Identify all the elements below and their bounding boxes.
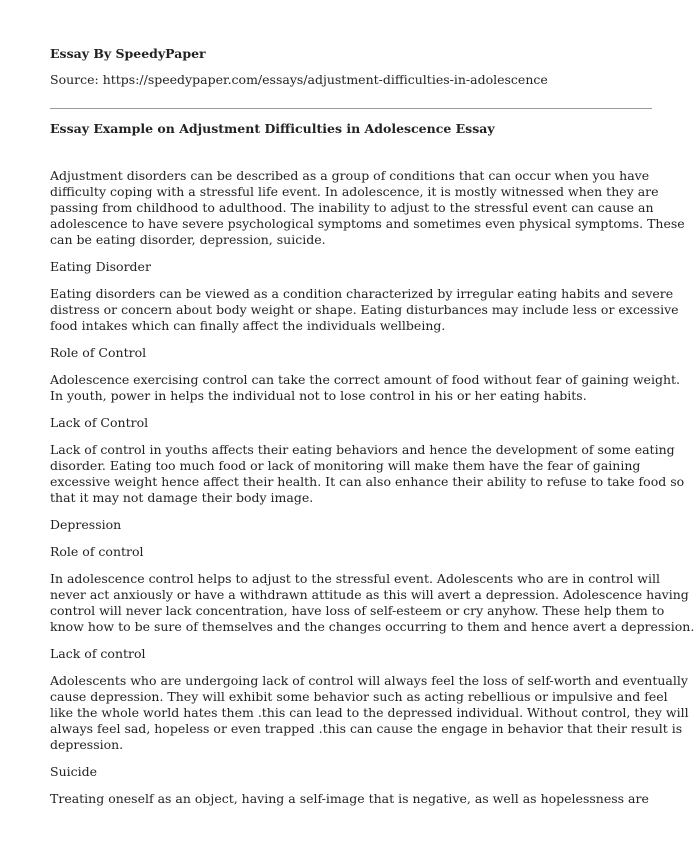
text-line: Lack of control in youths affects their eating behaviors and hence the development of some eating: [50, 442, 675, 457]
section-heading: [50, 259, 662, 275]
text-line: In youth, power in helps the individual not to lose control in his or her eating habits.: [50, 388, 587, 403]
section-heading: [50, 764, 662, 780]
text-line: Role of control: [50, 544, 144, 559]
paragraph: [50, 286, 679, 334]
text-line: like the whole world hates them .this can lead to the depressed individual. Without control, they will: [50, 705, 689, 720]
paragraph: [50, 442, 685, 506]
text-line: distress or concern about body weight or shape. Eating disturbances may include less or excessive: [50, 302, 679, 317]
text-line: Adolescence exercising control can take the correct amount of food without fear of gaining weight.: [50, 372, 680, 387]
text-line: Eating disorders can be viewed as a condition characterized by irregular eating habits and severe: [50, 286, 674, 301]
document-source-line: Source: https://speedypaper.com/essays/adjustment-difficulties-in-adolescence: [50, 72, 548, 87]
document-header-title: Essay By SpeedyPaper: [50, 46, 206, 61]
text-line: excessive weight hence affect their health. It can also enhance their ability to refuse to take food so: [50, 474, 685, 489]
section-heading: [50, 415, 662, 431]
text-line: Adolescents who are undergoing lack of control will always feel the loss of self-worth and eventually: [50, 673, 688, 688]
text-line: Eating Disorder: [50, 259, 151, 274]
text-line: that it may not damage their body image.: [50, 490, 314, 505]
paragraph: [50, 372, 680, 404]
section-heading: [50, 544, 662, 560]
text-line: disorder. Eating too much food or lack of monitoring will make them have the fear of gaining: [50, 458, 641, 473]
paragraph: [50, 168, 685, 248]
text-line: passing from childhood to adulthood. The inability to adjust to the stressful event can cause an: [50, 200, 654, 215]
section-heading: [50, 517, 662, 533]
text-line: In adolescence control helps to adjust to the stressful event. Adolescents who are in control will: [50, 571, 660, 586]
text-line: control will never lack concentration, have loss of self-esteem or cry anyhow. These help them to: [50, 603, 665, 618]
text-line: Lack of control: [50, 646, 146, 661]
section-heading: [50, 345, 662, 361]
text-line: Depression: [50, 517, 122, 532]
text-line: difficulty coping with a stressful life event. In adolescence, it is mostly witnessed when they are: [50, 184, 659, 199]
text-line: food intakes which can finally affect the individuals wellbeing.: [50, 318, 446, 333]
text-line: Lack of Control: [50, 415, 149, 430]
header-divider: [50, 108, 652, 109]
text-line: adolescence to have severe psychological symptoms and sometimes even physical symptoms. These: [50, 216, 685, 231]
text-line: never act anxiously or have a withdrawn attitude as this will avert a depression. Adolescence having: [50, 587, 689, 602]
text-line: Suicide: [50, 764, 98, 779]
section-heading: [50, 646, 662, 662]
text-line: Adjustment disorders can be described as a group of conditions that can occur when you have: [50, 168, 650, 183]
paragraph: [50, 571, 695, 635]
text-line: depression.: [50, 737, 124, 752]
text-line: know how to be sure of themselves and the changes occurring to them and hence avert a depression.: [50, 619, 695, 634]
essay-body: [50, 168, 695, 818]
essay-title: Essay Example on Adjustment Difficulties in Adolescence Essay: [50, 121, 495, 136]
paragraph: [50, 791, 662, 807]
paragraph: [50, 673, 689, 753]
text-line: always feel sad, hopeless or even trapped .this can cause the engage in behavior that their result is: [50, 721, 683, 736]
text-line: can be eating disorder, depression, suicide.: [50, 232, 326, 247]
text-line: Treating oneself as an object, having a self-image that is negative, as well as hopelessness are: [50, 791, 649, 806]
text-line: Role of Control: [50, 345, 147, 360]
text-line: cause depression. They will exhibit some behavior such as acting rebellious or impulsive and feel: [50, 689, 668, 704]
